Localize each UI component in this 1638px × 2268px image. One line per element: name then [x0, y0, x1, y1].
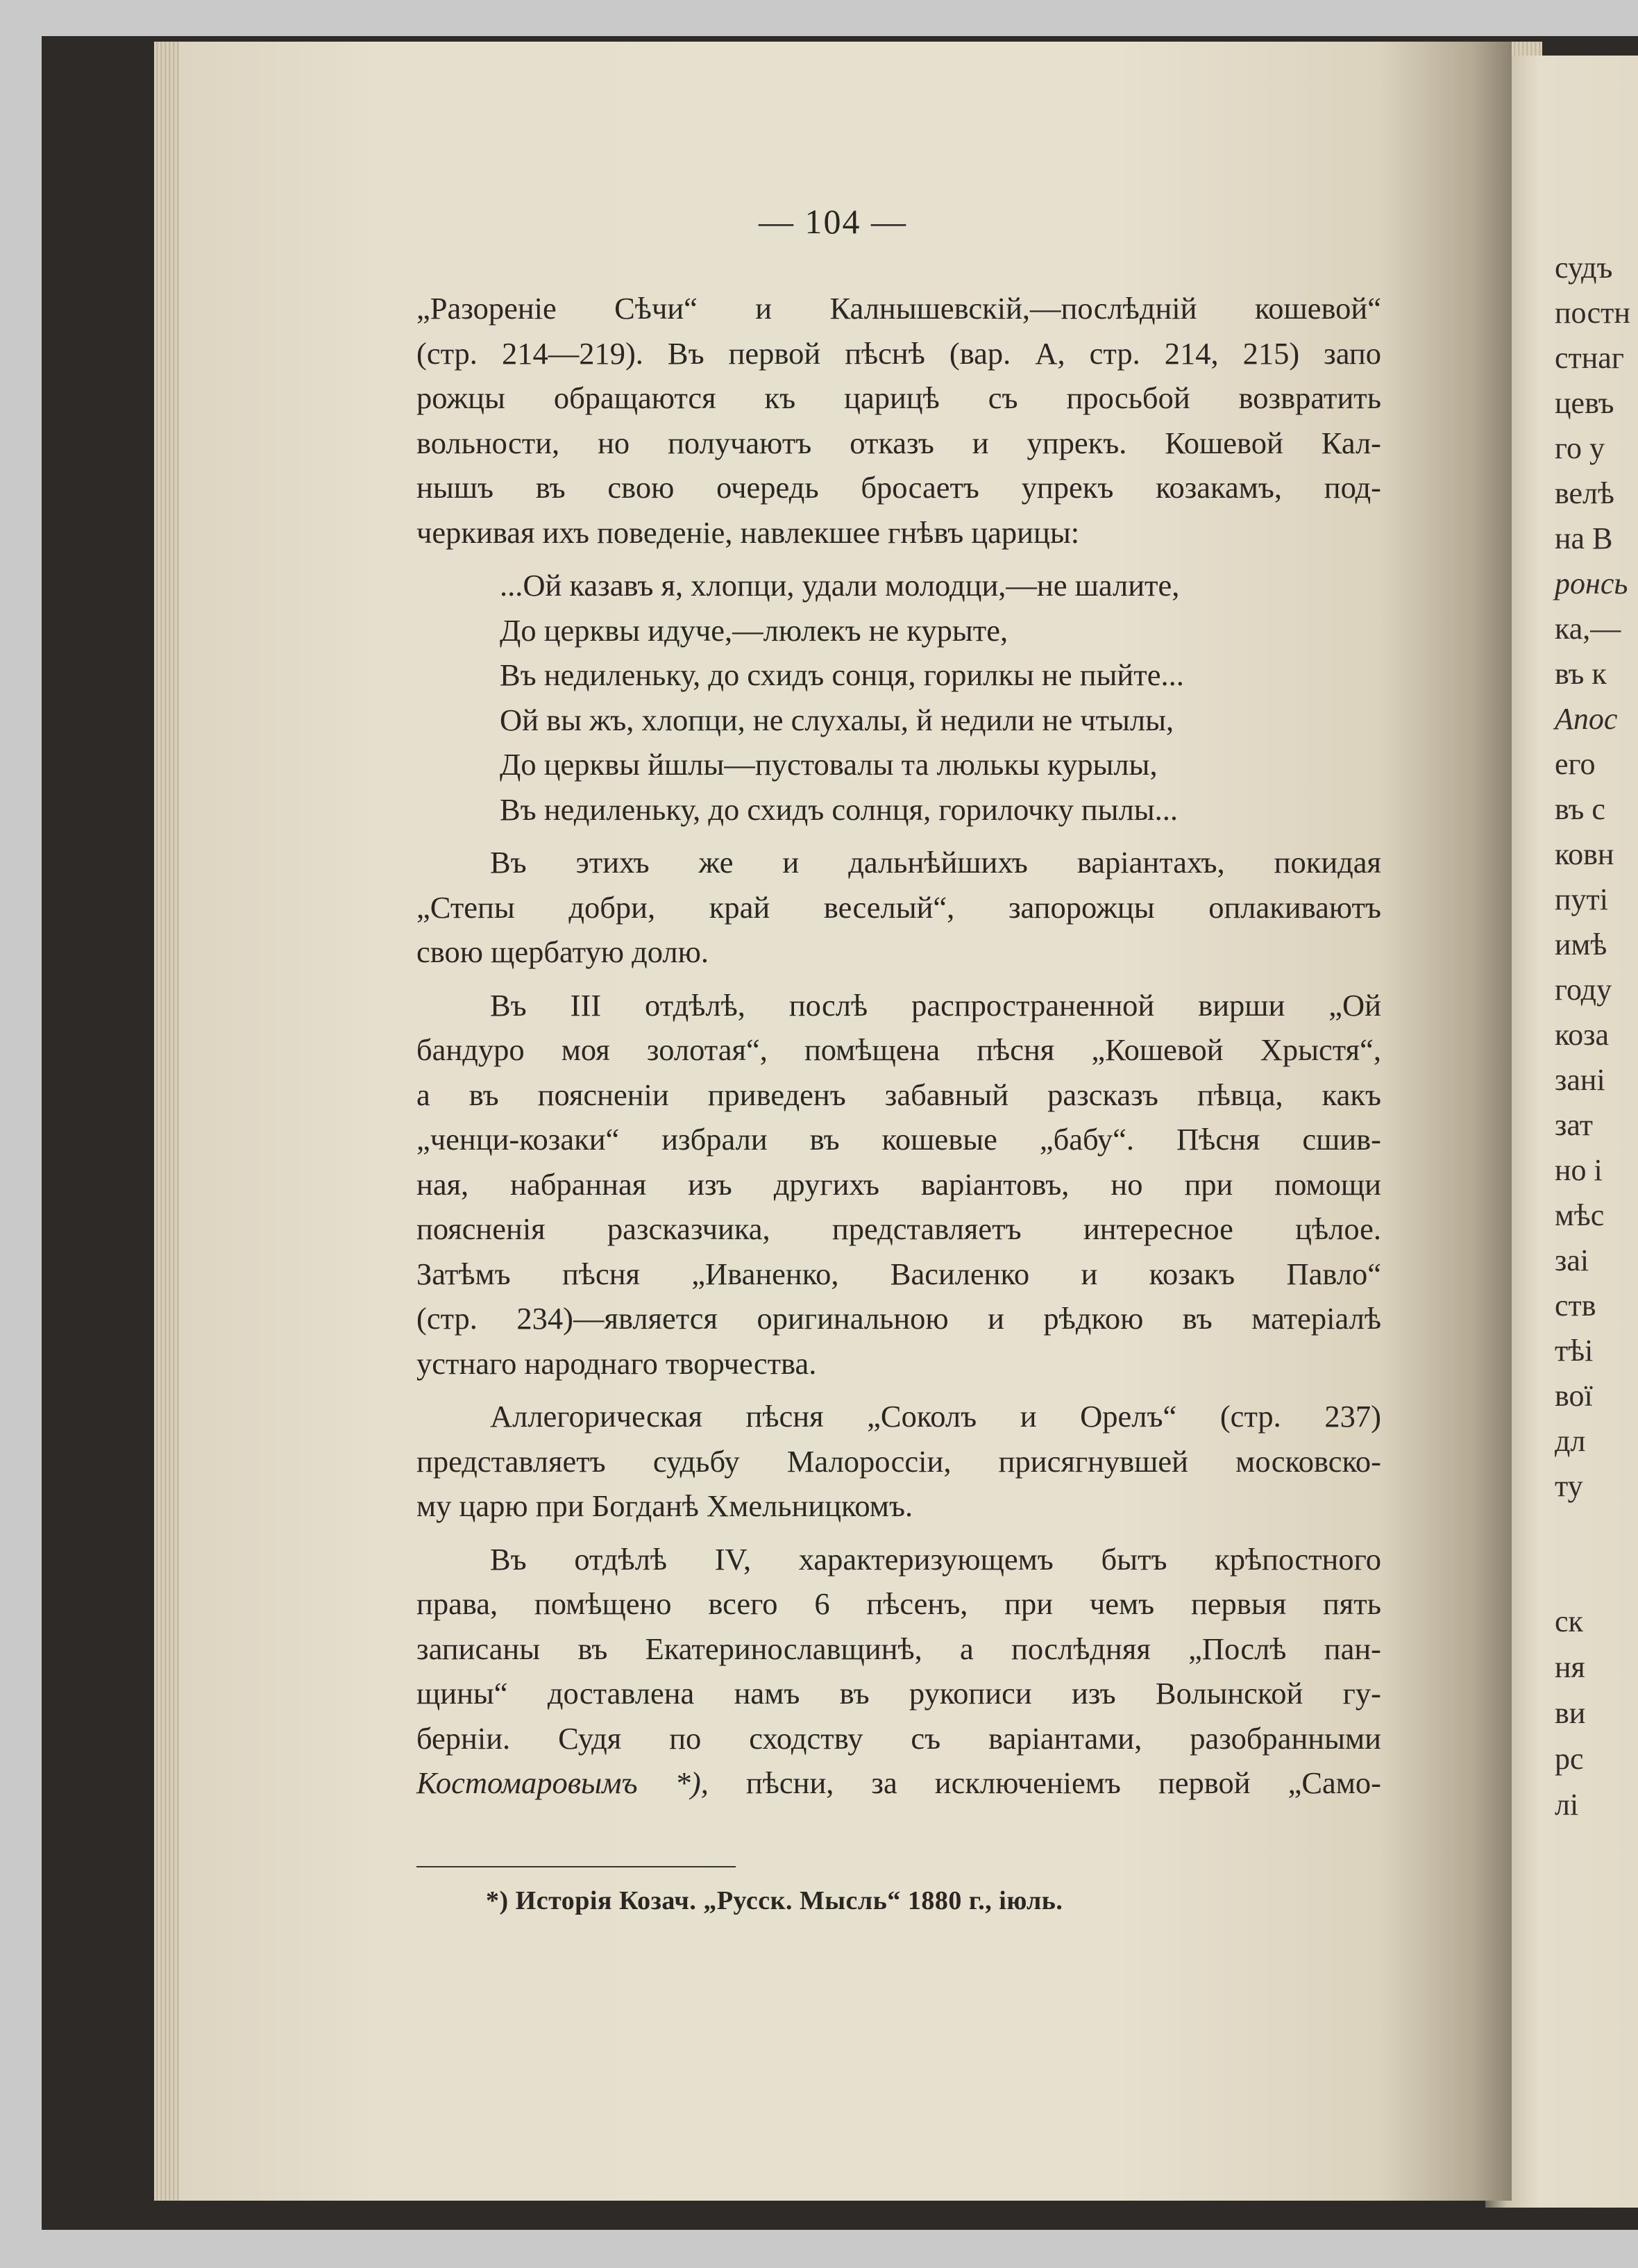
right-page-text-fragment: мѣс [1555, 1198, 1605, 1232]
page-text [416, 286, 1381, 1806]
text-line: ная, набранная изъ другихъ варіантовъ, но при помощи [416, 1166, 1381, 1202]
right-page-text-fragment: тѣі [1555, 1334, 1594, 1368]
right-page-text-fragment: ств [1555, 1288, 1596, 1322]
right-page-text-fragment: постн [1555, 296, 1630, 330]
right-page-text-fragment: ронсь [1555, 566, 1628, 600]
right-page-text-fragment: но і [1555, 1153, 1603, 1187]
text-line: поясненія разсказчика, представляетъ интересное цѣлое. [416, 1211, 1381, 1246]
text-line: Затѣмъ пѣсня „Иваненко, Василенко и козакъ Павло“ [416, 1256, 1381, 1291]
right-page-text-fragment: ка,— [1555, 612, 1621, 646]
text-line: свою щербатую долю. [416, 934, 709, 969]
page-number: — 104 — [759, 202, 907, 241]
text-line: берніи. Судя по сходству съ варіантами, разобранными [416, 1720, 1381, 1756]
right-page-text-fragment: цевъ [1555, 386, 1614, 420]
right-page-text-fragment: зат [1555, 1108, 1593, 1142]
paragraph [416, 840, 1381, 975]
text-line: права, помѣщено всего 6 пѣсенъ, при чемъ первыя пять [416, 1586, 1381, 1621]
text-line: „Разореніе Сѣчи“ и Калнышевскій,—послѣдній кошевой“ [416, 291, 1381, 326]
text-line: (стр. 214—219). Въ первой пѣснѣ (вар. А, стр. 214, 215) запо [416, 335, 1381, 371]
right-page-text-fragment: имѣ [1555, 927, 1607, 961]
right-page-text-fragment: его [1555, 747, 1596, 781]
right-page-text-fragment: вої [1555, 1379, 1593, 1413]
text-line: щины“ доставлена намъ въ рукописи изъ Волынской гу- [416, 1676, 1381, 1711]
verse-line: До церквы йшлы—пустовалы та люлькы курылы, [500, 747, 1158, 782]
right-page-text-fragment: ту [1555, 1469, 1583, 1503]
right-page-text-fragment: Апос [1555, 702, 1618, 736]
verse-line: Въ недиленьку, до схидъ сонця, горилкы не пыйте... [500, 657, 1184, 692]
text-line [416, 1761, 1381, 1806]
text-line: записаны въ Екатеринославщинѣ, а послѣдняя „Послѣ пан- [416, 1631, 1381, 1666]
right-page-text-fragment: путі [1555, 882, 1608, 916]
verse-line: Въ недиленьку, до схидъ солнця, горилочку пылы... [500, 791, 1179, 827]
right-page-text-fragment: заі [1555, 1243, 1589, 1277]
text-line: представляетъ судьбу Малороссіи, присягнувшей московско- [416, 1443, 1381, 1479]
right-page-text-fragment: го у [1555, 431, 1605, 465]
text-fragment: пѣсни, за исключеніемъ первой „Само- [745, 1765, 1381, 1800]
text-line: нышъ въ свою очередь бросаетъ упрекъ козакамъ, под- [416, 470, 1381, 505]
italic-author-name: Костомаровымъ *), [416, 1765, 709, 1800]
right-page-text-fragment: ковн [1555, 837, 1614, 871]
verse-line: Ой вы жъ, хлопци, не слухалы, й недили не чтылы, [500, 702, 1174, 737]
right-page-text-fragment: лі [1555, 1788, 1579, 1822]
text-line: бандуро моя золотая“, помѣщена пѣсня „Кошевой Хрыстя“, [416, 1032, 1381, 1067]
text-line: Въ этихъ же и дальнѣйшихъ варіантахъ, покидая [490, 845, 1381, 880]
text-line: Аллегорическая пѣсня „Соколъ и Орелъ“ (стр. 237) [490, 1399, 1381, 1434]
right-page-text-fragment: коза [1555, 1018, 1610, 1052]
right-page-text-fragment: судъ [1555, 251, 1613, 285]
verse-line: ...Ой казавъ я, хлопци, удали молодци,—не шалите, [500, 568, 1180, 603]
text-line: му царю при Богданѣ Хмельницкомъ. [416, 1488, 913, 1523]
right-page-text-fragment: на В [1555, 521, 1613, 555]
text-line: „ченци-козаки“ избрали въ кошевые „бабу“. Пѣсня сшив- [416, 1122, 1381, 1157]
text-line: Въ III отдѣлѣ, послѣ распространенной вирши „Ой [490, 987, 1381, 1023]
right-page-text-fragment: году [1555, 973, 1612, 1007]
text-line: устнаго народнаго творчества. [416, 1345, 817, 1381]
text-line: „Степы добри, край веселый“, запорожцы оплакиваютъ [416, 889, 1381, 925]
right-page-text-fragment: ск [1555, 1604, 1583, 1638]
paragraph [416, 1394, 1381, 1529]
right-page-text-fragment: зані [1555, 1063, 1605, 1097]
verse-quote [416, 563, 1381, 832]
right-page-text-fragment: ня [1555, 1650, 1585, 1684]
right-page-text-fragment: въ с [1555, 792, 1605, 826]
verse-line: До церквы идуче,—люлекъ не курыте, [500, 612, 1008, 648]
right-page-text-fragment: дл [1555, 1424, 1586, 1458]
text-line: рожцы обращаются къ царицѣ съ просьбой возвратить [416, 380, 1381, 415]
text-line: черкивая ихъ поведеніе, навлекшее гнѣвъ царицы: [416, 514, 1080, 550]
paragraph [416, 1537, 1381, 1806]
paragraph [416, 286, 1381, 555]
right-page-text-fragment: стнаг [1555, 341, 1624, 375]
footnote-divider [416, 1866, 736, 1867]
right-page-text-fragment: рс [1555, 1742, 1584, 1776]
right-page-text-fragment: въ к [1555, 657, 1607, 691]
text-line: Въ отдѣлѣ IV, характеризующемъ бытъ крѣпостного [490, 1541, 1381, 1577]
text-line: вольности, но получаютъ отказъ и упрекъ. Кошевой Кал- [416, 425, 1381, 460]
right-page-text-fragment: ви [1555, 1696, 1586, 1730]
right-page-text-fragment: велѣ [1555, 476, 1614, 510]
paragraph [416, 983, 1381, 1386]
text-line: (стр. 234)—является оригинальною и рѣдкою въ матеріалѣ [416, 1301, 1381, 1336]
text-line: а въ поясненіи приведенъ забавный разсказъ пѣвца, какъ [416, 1077, 1381, 1112]
footnote: *) Исторія Козач. „Русск. Мысль“ 1880 г., іюль. [486, 1886, 1063, 1915]
